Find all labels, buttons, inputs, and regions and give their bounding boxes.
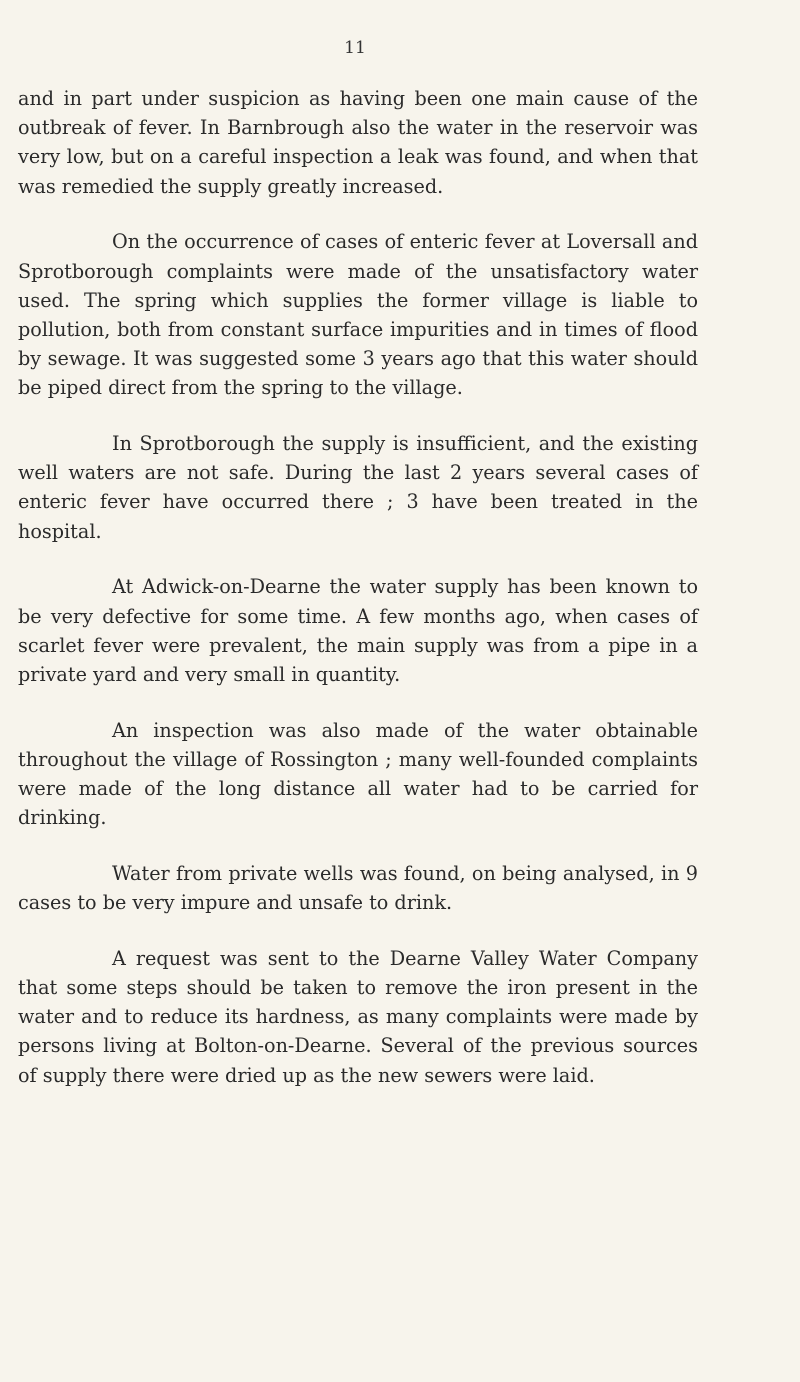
- paragraph-6: Water from private wells was found, on being analysed, in 9 cases to be very impure and unsafe to drink.: [18, 861, 698, 915]
- paragraph-2: On the occurrence of cases of enteric fever at Loversall and Sprotborough complaints were made of the unsatisfactory water used. The spring which supplies the former village is liable to pollution, both from constant surface impurities and in times of flood by sewage. It was suggested some 3 years ago that this water should be piped direct from the spring to the village.: [18, 230, 698, 400]
- paragraph-5: An inspection was also made of the water obtainable throughout the village of Rossington ; many well-founded complaints were made of the long distance all water had to be carried for drinking.: [18, 718, 698, 830]
- page-number: 11: [344, 38, 366, 58]
- paragraph-7: A request was sent to the Dearne Valley Water Company that some steps should be taken to remove the iron present in the water and to reduce its hardness, as many complaints were made by persons living at Bolton-on-Dearne. Several of the previous sources of supply there were dried up as the new sewers were laid.: [18, 946, 698, 1087]
- body-text: [18, 84, 698, 1116]
- paragraph-3: In Sprotborough the supply is insufficient, and the existing well waters are not safe. During the last 2 years several cases of enteric fever have occurred there ; 3 have been treated in the hospital.: [18, 432, 698, 543]
- paragraph-1: and in part under suspicion as having been one main cause of the outbreak of fever. In Barnbrough also the water in the reservoir was very low, but on a careful inspection a leak was found, and when that was remedied the supply greatly increased.: [18, 87, 698, 198]
- paragraph-4: At Adwick-on-Dearne the water supply has been known to be very defective for some time. A few months ago, when cases of scarlet fever were prevalent, the main supply was from a pipe in a private yard and very small in quantity.: [18, 575, 698, 686]
